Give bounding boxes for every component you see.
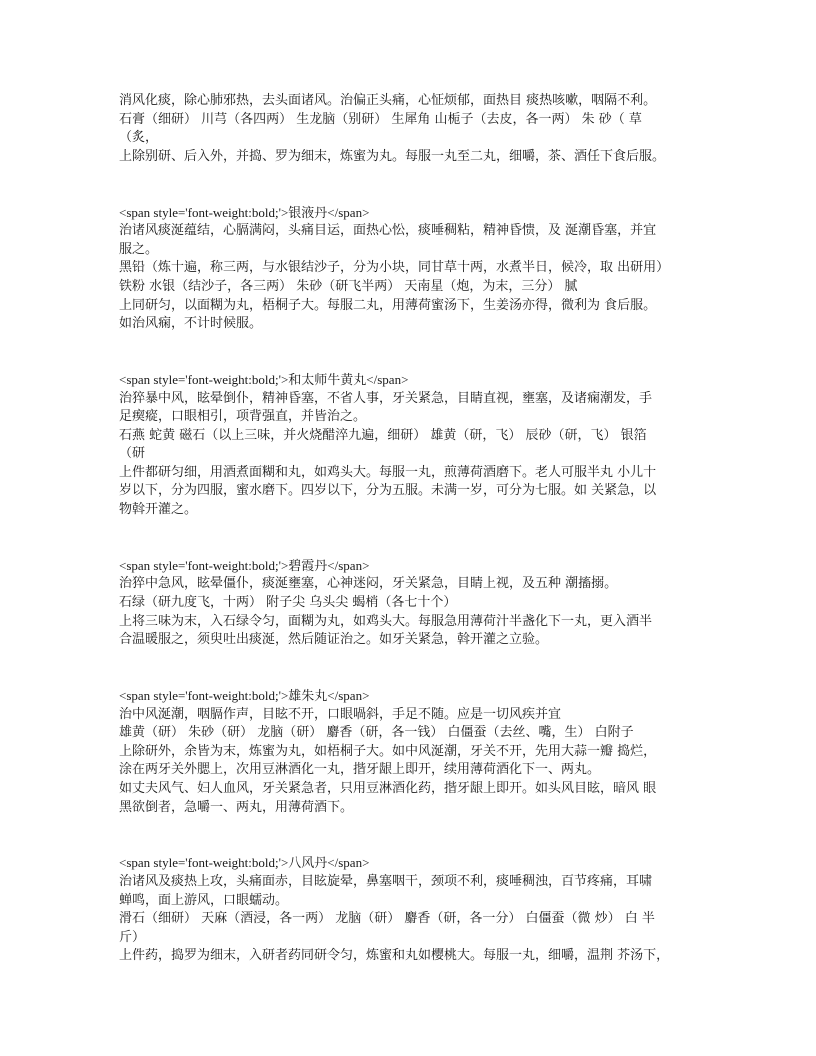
text-line: 治诸风痰涎蕴结，心膈满闷，头痛目运，面热心忪，痰唾稠粘，精神昏愦，及 涎潮昏塞，并宜: [119, 223, 657, 239]
blank-line: [119, 817, 719, 836]
blank-line: [119, 334, 719, 353]
text-line: 岁以下，分为四服，蜜水磨下。四岁以下，分为五服。未满一岁，可分为七服。如 关紧急，以: [119, 483, 657, 499]
text-line: 上同研匀，以面糊为丸，梧桐子大。每服二丸，用薄荷蜜汤下，生姜汤亦得，微利为 食后服。: [119, 297, 657, 313]
text-line: 铁粉 水银（结沙子，各三两） 朱砂（研飞半两） 天南星（炮，为末，三分） 腻: [119, 278, 578, 294]
text-line: 蝉鸣，面上游风，口眼蠕动。: [119, 892, 289, 908]
blank-line: [119, 650, 719, 669]
text-line: 物斡开灌之。: [119, 502, 198, 518]
blank-line: [119, 836, 719, 855]
blank-line: [119, 538, 719, 557]
text-line: （研: [119, 446, 146, 462]
text-line: 石绿（研九度飞，十两） 附子尖 乌头尖 蝎梢（各七十个）: [119, 595, 457, 611]
text-line: 雄黄（研） 朱砂（研） 龙脑（研） 麝香（研，各一钱） 白僵蚕（去丝、嘴，生） 白附子: [119, 725, 634, 741]
text-line: 上除研外，余皆为末，炼蜜为丸，如梧桐子大。如中风涎潮，牙关不开，先用大蒜一瓣 捣烂，: [119, 743, 657, 759]
recipe-section: [119, 334, 719, 520]
text-line: 消风化痰，除心肺邪热，去头面诸风。治偏正头痛，心怔烦郁，面热目 痰热咳嗽，咽隔不利。: [119, 93, 657, 108]
text-line: 上将三味为末，入石绿令匀，面糊为丸，如鸡头大。每服急用薄荷汁半盏化下一丸，更入酒半: [119, 613, 653, 629]
blank-line: [119, 166, 719, 185]
text-line: 治诸风及痰热上攻，头痛面赤，目眩旋晕，鼻塞咽干，颈项不利，痰唾稠浊，百节疼痛，耳啸: [119, 873, 653, 889]
text-line: 如治风痫，不计时候服。: [119, 316, 263, 332]
text-line: 石燕 蛇黄 磁石（以上三味，并火烧醋淬九遍，细研） 雄黄（研，飞） 辰砂（研，飞） 银箔: [119, 427, 647, 443]
text-line: 上件药，捣罗为细末，入研者药同研令匀，炼蜜和丸如樱桃大。每服一丸，细嚼，温荆 芥汤下，: [119, 948, 670, 964]
text-line: 上件都研匀细，用酒煮面糊和丸，如鸡头大。每服一丸，煎薄荷酒磨下。老人可服半丸 小儿十: [119, 464, 657, 480]
text-line: 足瘈瘲，口眼相引，项背强直，并皆治之。: [119, 409, 367, 425]
recipe-heading: <span style='font-weight:bold;'>银液丹</span>: [119, 204, 370, 220]
blank-line: [119, 520, 719, 539]
recipe-section: [119, 92, 719, 166]
recipe-heading: <span style='font-weight:bold;'>碧霞丹</span>: [119, 557, 370, 573]
text-line: 上除别研、后入外，并捣、罗为细末，炼蜜为丸。每服一丸至二丸，细嚼，茶、酒任下食后服。: [119, 148, 666, 164]
recipe-section: [119, 817, 719, 966]
text-line: 治猝中急风，眩晕僵仆，痰涎壅塞，心神迷闷，牙关紧急，目睛上视，及五种 潮搐搦。: [119, 576, 618, 592]
text-line: 如丈夫风气、妇人血风，牙关紧急者，只用豆淋酒化药，揩牙龈上即开。如头风目眩，暗风 眼: [119, 780, 657, 796]
text-line: 滑石（细研） 天麻（酒浸，各一两） 龙脑（研） 麝香（研，各一分） 白僵蚕（微 炒） 白 半: [119, 911, 655, 927]
text-line: 黑欲倒者，急嚼一、两丸，用薄荷酒下。: [119, 799, 354, 815]
text-line: 治猝暴中风，眩晕倒仆，精神昏塞，不省人事，牙关紧急，目睛直视，壅塞，及诸痫潮发，手: [119, 390, 653, 406]
blank-line: [119, 185, 719, 204]
text-line: 治中风涎潮，咽膈作声，目眩不开，口眼喎斜，手足不随。应是一切风疾并宜: [119, 706, 562, 722]
recipe-heading: <span style='font-weight:bold;'>八风丹</span>: [119, 855, 370, 871]
recipe-section: [119, 166, 719, 333]
text-line: （炙，: [119, 130, 159, 146]
text-line: 石膏（细研） 川芎（各四两） 生龙脑（别研） 生犀角 山栀子（去皮，各一两） 朱 砂（ 草: [119, 111, 642, 127]
recipe-heading: <span style='font-weight:bold;'>和太师牛黄丸</span>: [119, 371, 409, 387]
text-line: 斤）: [119, 929, 146, 945]
document-body: [119, 92, 719, 966]
text-line: 涂在两牙关外腮上，次用豆淋酒化一丸，揩牙龈上即开，续用薄荷酒化下一、两丸。: [119, 762, 601, 778]
blank-line: [119, 352, 719, 371]
text-line: 黑铅（炼十遍，称三两，与水银结沙子，分为小块，同甘草十两，水煮半日，候冷，取 出研用）: [119, 260, 670, 276]
recipe-section: [119, 650, 719, 817]
recipe-section: [119, 520, 719, 650]
text-line: 合温暖服之，须臾吐出痰涎，然后随证治之。如牙关紧急，斡开灌之立验。: [119, 632, 549, 648]
blank-line: [119, 668, 719, 687]
text-line: 服之。: [119, 241, 159, 257]
recipe-heading: <span style='font-weight:bold;'>雄朱丸</span>: [119, 688, 370, 703]
